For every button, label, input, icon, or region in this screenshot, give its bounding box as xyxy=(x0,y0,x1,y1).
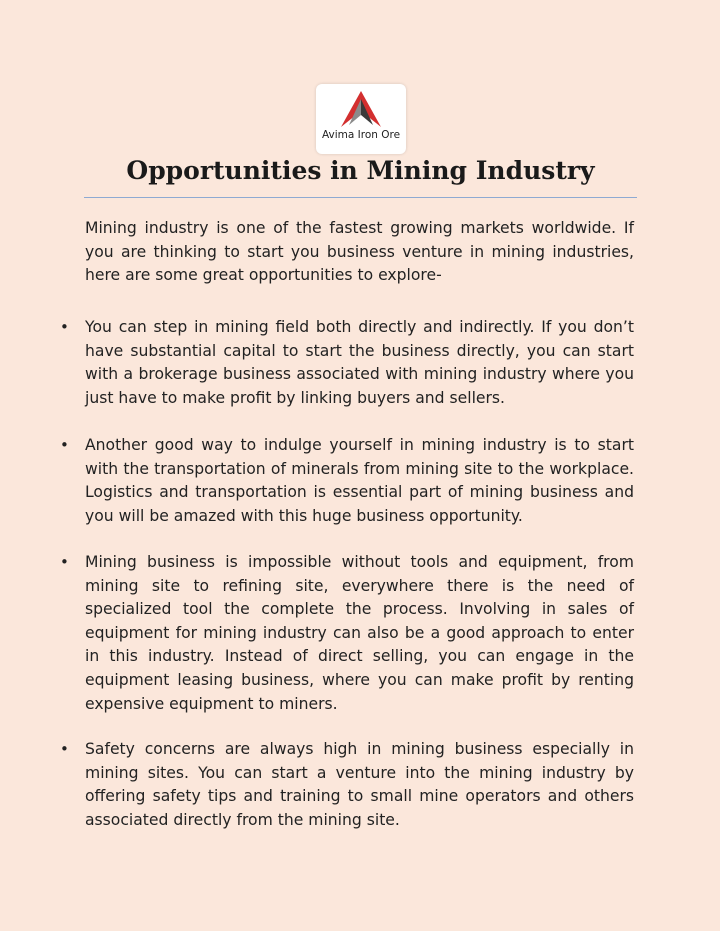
logo-text: Avima Iron Ore xyxy=(321,129,401,141)
bullet-marker: • xyxy=(60,318,69,336)
bullet-marker: • xyxy=(60,553,69,571)
bullet-item: Another good way to indulge yourself in mining industry is to start with the transportation of minerals from mining site to the workplace. Logistics and transportation is essential part of mining business and you will be amazed with this huge business opportunity. xyxy=(85,436,634,525)
bullet-item: You can step in mining field both directly and indirectly. If you don’t have substantial capital to start the business directly, you can start with a brokerage business associated with mining industry where you just have to make profit by linking buyers and sellers. xyxy=(85,318,634,407)
bullet-marker: • xyxy=(60,740,69,758)
company-logo xyxy=(316,84,406,154)
mountain-logo-icon xyxy=(339,89,383,129)
page-title: Opportunities in Mining Industry xyxy=(126,156,595,185)
title-divider xyxy=(84,197,637,198)
bullet-item: Mining business is impossible without tools and equipment, from mining site to refining site, everywhere there is the need of specialized tool the complete the process. Involving in sales of equipment for mining industry can also be a good approach to enter in this industry. Instead of direct selling, you can engage in the equipment leasing business, where you can make profit by renting expensive equipment to miners. xyxy=(85,553,634,713)
bullet-item: Safety concerns are always high in mining business especially in mining sites. You can start a venture into the mining industry by offering safety tips and training to small mine operators and others associated directly from the mining site. xyxy=(85,740,634,829)
bullet-marker: • xyxy=(60,436,69,454)
intro-paragraph: Mining industry is one of the fastest growing markets worldwide. If you are thinking to start you business venture in mining industries, here are some great opportunities to explore- xyxy=(85,219,634,285)
